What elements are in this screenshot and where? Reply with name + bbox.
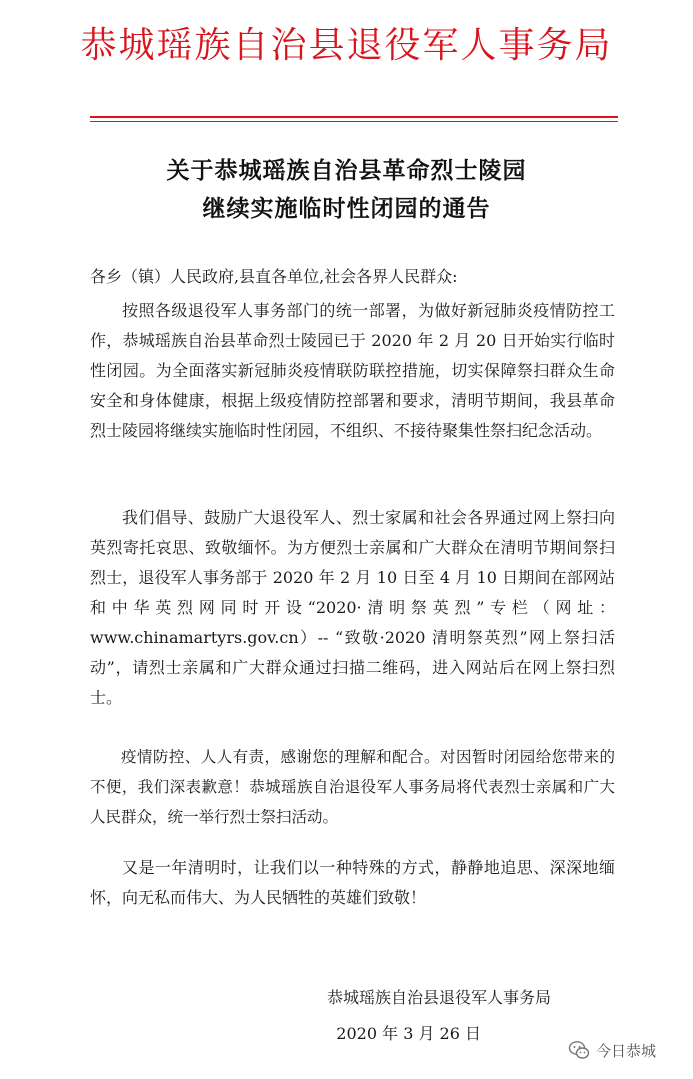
signature-date: 2020 年 3 月 26 日 (336, 1024, 481, 1043)
signature-organization: 恭城瑶族自治县退役军人事务局 (326, 988, 551, 1007)
paragraph-1: 按照各级退役军人事务部门的统一部署，为做好新冠肺炎疫情防控工作，恭城瑶族自治县革命烈士陵园已于 2020 年 2 月 20 日开始实行临时性闭园。为全面落实新冠肺炎疫情联防联控措施，切实保障祭扫群众生命安全和身体健康，根据上级疫情防控部署和要求，清明节期间，我县革命烈士陵园将继续实施临时性闭园，不组织、不接待聚集性祭扫纪念活动。 (90, 301, 615, 440)
notice-title-line-2: 继续实施临时性闭园的通告 (202, 196, 491, 222)
wechat-watermark (568, 1036, 656, 1064)
paragraph-2: 我们倡导、鼓励广大退役军人、烈士家属和社会各界通过网上祭扫向英烈寄托哀思、致敬缅怀。为方便烈士亲属和广大群众在清明节期间祭扫烈士，退役军人事务部于 2020 年 2 月 10 日至 4 月 10 日期间在部网站和中华英烈网同时开设“2020·清明祭英烈”专栏（网址：www.chinamartyrs.gov.cn）-- “致敬·2020 清明祭英烈”网上祭扫活动”，请烈士亲属和广大群众通过扫描二维码，进入网站后在网上祭扫烈士。 (90, 508, 615, 707)
wechat-icon (568, 1039, 590, 1061)
greeting: 各乡（镇）人民政府,县直各单位,社会各界人民群众: (90, 267, 458, 286)
paragraph-3: 疫情防控、人人有责，感谢您的理解和配合。对因暂时闭园给您带来的不便，我们深表歉意！恭城瑶族自治退役军人事务局将代表烈士亲属和广大人民群众，统一举行烈士祭扫活动。 (90, 748, 615, 826)
notice-title-line-1: 关于恭城瑶族自治县革命烈士陵园 (166, 158, 527, 184)
watermark-label: 今日恭城 (596, 1041, 657, 1060)
agency-letterhead: 恭城瑶族自治县退役军人事务局 (80, 25, 613, 66)
letterhead-divider (90, 116, 618, 118)
letterhead-divider-thin (90, 121, 618, 122)
paragraph-4: 又是一年清明时，让我们以一种特殊的方式，静静地追思、深深地缅怀，向无私而伟大、为人民牺牲的英雄们致敬！ (90, 858, 615, 907)
